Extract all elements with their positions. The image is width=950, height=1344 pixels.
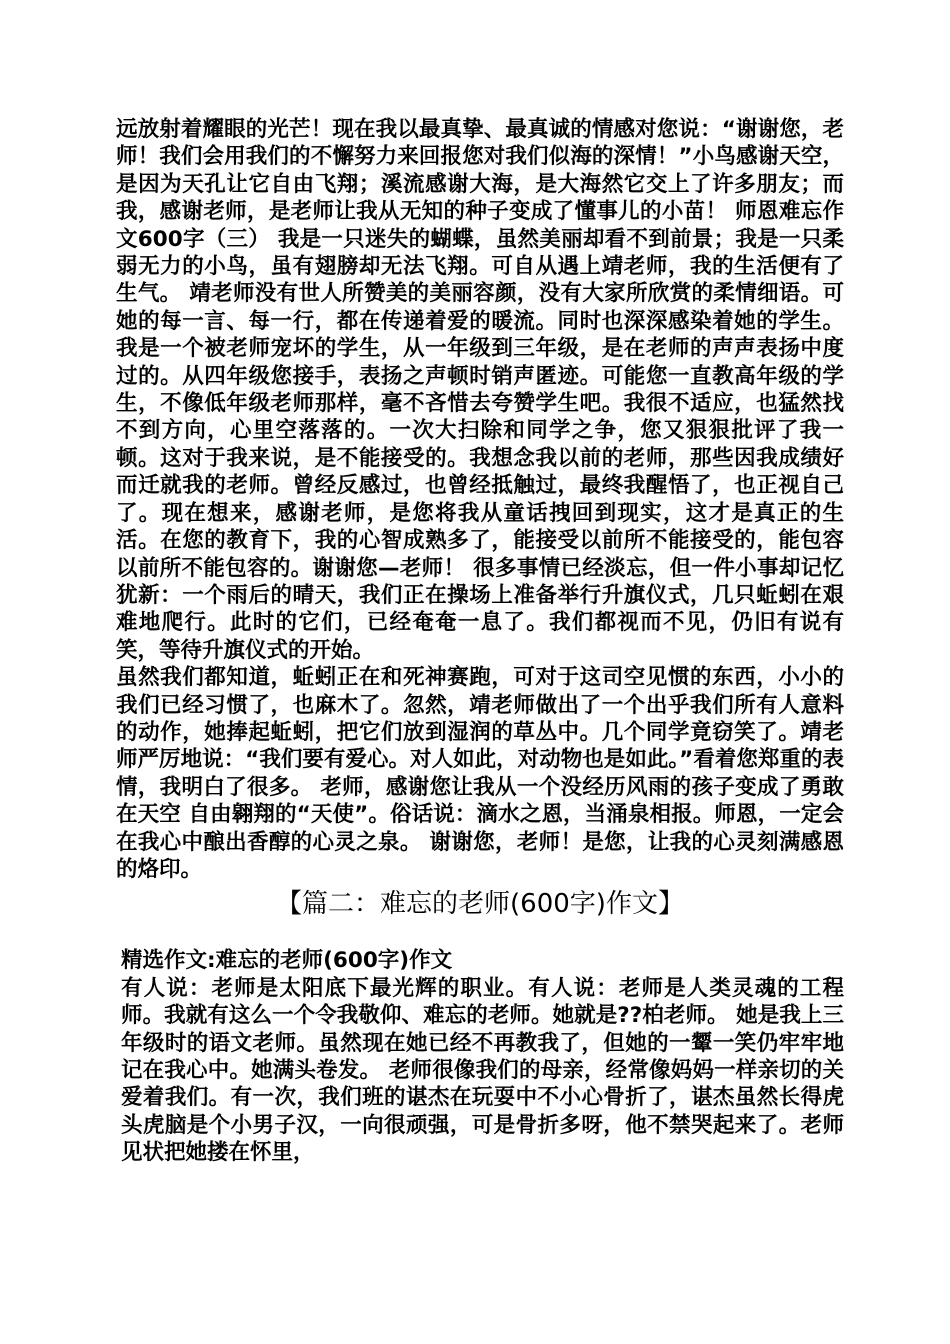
body-paragraph-1: 远放射着耀眼的光芒！现在我以最真挚、最真诚的情感对您说：“谢谢您，老师！我们会用我们的不懈努力来回报您对我们似海的深情！”小鸟感谢天空，是因为天孔让它自由飞翔；溪流感谢大海，是大海然它交上了许多朋友；而我，感谢老师，是老师让我从无知的种子变成了懂事儿的小苗！ 师恩难忘作文600字（三） 我是一只迷失的蝴蝶，虽然美丽却看不到前景；我是一只柔弱无力的小鸟，虽有翅膀却无法飞翔。可自从遇上靖老师，我的生活便有了生气。 靖老师没有世人所赞美的美丽容颜，没有大家所欣赏的柔情细语。可她的每一言、每一行，都在传递着爱的暖流。同时也深深感染着她的学生。我是一个被老师宠坏的学生，从一年级到三年级，是在老师的声声表扬中度过的。从四年级您接手，表扬之声顿时销声匿迹。可能您一直教高年级的学生，不像低年级老师那样，毫不吝惜去夸赞学生吧。我很不适应，也猛然找不到方向，心里空落落的。一次大扫除和同学之争，您又狠狠批评了我一顿。这对于我来说，是不能接受的。我想念我以前的老师，那些因我成绩好而迁就我的老师。曾经反感过，也曾经抵触过，最终我醒悟了，也正视自己了。现在想来，感谢老师，是您将我从童话拽回到现实，这才是真正的生活。在您的教育下，我的心智成熟多了，能接受以前所不能接受的，能包容以前所不能包容的。谢谢您—老师！ 很多事情已经淡忘，但一件小事却记忆犹新：一个雨后的晴天，我们正在操场上准备举行升旗仪式，几只蚯蚓在艰难地爬行。此时的它们，已经奄奄一息了。我们都视而不见，仍旧有说有笑，等待升旗仪式的开始。 — [116, 117, 844, 663]
body-paragraph-2: 虽然我们都知道，蚯蚓正在和死神赛跑，可对于这司空见惯的东西，小小的我们已经习惯了，也麻木了。忽然，靖老师做出了一个出乎我们所有人意料的动作，她捧起蚯蚓，把它们放到湿润的草丛中。几个同学竟窃笑了。靖老师严厉地说：“我们要有爱心。对人如此，对动物也是如此。”看着您郑重的表情，我明白了很多。 老师，感谢您让我从一个没经历风雨的孩子变成了勇敢在天空 自由翱翔的“天使”。俗话说：滴水之恩，当涌泉相报。师恩，一定会在我心中酿出香醇的心灵之泉。 谢谢您，老师！是您，让我的心灵刻满感恩的烙印。 — [116, 665, 844, 882]
document-page — [116, 116, 844, 1167]
section-heading: 【篇二：难忘的老师(600字)作文】 — [276, 889, 684, 920]
body-paragraph-3: 有人说：老师是太阳底下最光辉的职业。有人说：老师是人类灵魂的工程师。我就有这么一个令我敬仰、难忘的老师。她就是??柏老师。 她是我上三年级时的语文老师。虽然现在她已经不再教我了，但她的一颦一笑仍牢牢地记在我心中。她满头卷发。 老师很像我们的母亲，经常像妈妈一样亲切的关爱着我们。有一次，我们班的谌杰在玩耍中不小心骨折了，谌杰虽然长得虎头虎脑是个小男子汉，一向很顽强，可是骨折多呀，他不禁哭起来了。老师见状把她搂在怀里， — [121, 975, 844, 1166]
essay-subtitle: 精选作文:难忘的老师(600字)作文 — [121, 948, 453, 974]
